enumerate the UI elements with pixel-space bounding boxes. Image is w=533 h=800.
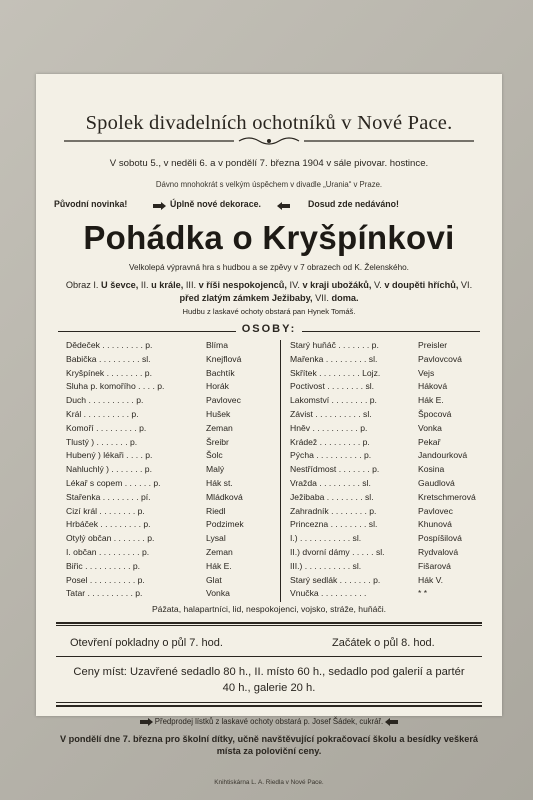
actor-name: Preisler	[418, 340, 448, 350]
cast-row	[290, 437, 490, 447]
school-discount-note: V pondělí dne 7. března pro školní dítky, učně navštěvující pokračovací školu a besídky veškerá místa za poloviční ceny.	[59, 734, 479, 757]
actor-name: Vonka	[418, 422, 442, 433]
music-credit: Hudbu z laskavé ochoty obstará pan Hynek Tomáš.	[182, 307, 356, 316]
highlight-novelty: Původní novinka!	[54, 199, 128, 209]
cast-row	[290, 533, 490, 543]
actor-name: Pavlovec	[418, 505, 453, 516]
cast-row	[66, 395, 276, 405]
actor-name: Malý	[206, 464, 225, 475]
role-name: III.) . . . . . . . . . . sl.	[290, 560, 362, 571]
cast-row	[66, 368, 276, 378]
cast-row	[66, 519, 276, 529]
role-name: Poctivost . . . . . . . . sl.	[290, 381, 375, 392]
play-title: Pohádka o Kryšpínkovi	[83, 219, 455, 256]
actor-name: Šolc	[206, 450, 223, 461]
cast-row	[66, 450, 276, 460]
role-name: Mařenka . . . . . . . . . sl.	[290, 353, 378, 364]
theatre-poster	[36, 74, 502, 786]
actor-name: Glat	[206, 574, 222, 585]
cast-row	[66, 340, 276, 350]
role-name: Vražda . . . . . . . . . sl.	[290, 478, 371, 488]
pointing-hand-icon	[385, 718, 399, 726]
role-name: Sluha p. komořího . . . . p.	[66, 381, 165, 392]
role-name: Hněv . . . . . . . . . . p.	[290, 422, 368, 433]
play-subtitle: Velkolepá výpravná hra s hudbou a se zpěvy v 7 obrazech od K. Želenského.	[129, 263, 409, 272]
actor-name: Podzimek	[206, 519, 244, 530]
role-name: Hubený ) lékaři . . . . p.	[66, 450, 153, 461]
role-name: Posel . . . . . . . . . . p.	[66, 574, 145, 585]
role-name: Tatar . . . . . . . . . . p.	[66, 588, 143, 599]
cast-row	[290, 519, 490, 529]
actor-name: * *	[418, 588, 428, 599]
actor-name: Pospíšilová	[418, 533, 462, 544]
cast-row	[66, 478, 276, 488]
role-name: Princezna . . . . . . . . sl.	[290, 519, 378, 530]
role-name: Nestřídmost . . . . . . . p.	[290, 464, 380, 475]
cast-row	[66, 437, 276, 447]
role-name: Skřítek . . . . . . . . . Lojz.	[290, 367, 381, 378]
rule	[56, 622, 482, 624]
actor-name: Háková	[418, 381, 448, 392]
cast-row	[66, 354, 276, 364]
role-name: Kryšpínek . . . . . . . . p.	[66, 367, 152, 378]
cast-row	[290, 354, 490, 364]
actor-name: Šreibr	[206, 436, 229, 447]
cast-row	[290, 381, 490, 391]
cast-heading: OSOBY:	[36, 323, 502, 335]
cast-row	[66, 561, 276, 571]
role-name: Ježibaba . . . . . . . . sl.	[290, 491, 374, 502]
cast-row	[290, 395, 490, 405]
actor-name: Khunová	[418, 519, 452, 530]
cast-row	[66, 492, 276, 502]
cast-row	[66, 381, 276, 391]
actor-name: Bachtík	[206, 367, 235, 378]
role-name: Krádež . . . . . . . . . p.	[290, 436, 370, 447]
pointing-hand-icon	[277, 200, 291, 210]
actor-name: Zeman	[206, 547, 233, 557]
actor-name: Horák	[206, 381, 229, 392]
cast-row	[66, 409, 276, 419]
actor-name: Mládková	[206, 491, 243, 502]
cast-row	[290, 368, 490, 378]
prior-success-note: Dávno mnohokrát s velkým úspěchem v divadle „Urania“ v Praze.	[155, 180, 383, 189]
role-name: Duch . . . . . . . . . . p.	[66, 395, 144, 406]
role-name: Vnučka . . . . . . . . . .	[290, 588, 367, 599]
cast-row	[66, 575, 276, 585]
role-name: Cizí král . . . . . . . . p.	[66, 505, 145, 516]
cast-row	[290, 492, 490, 502]
cast-row	[290, 506, 490, 516]
rule	[56, 625, 482, 626]
actor-name: Jandourková	[418, 450, 468, 461]
society-name: Spolek divadelních ochotníků v Nové Pace.	[85, 112, 453, 134]
role-name: I.) . . . . . . . . . . . sl.	[290, 533, 362, 544]
scene-list: Obraz I. U ševce, II. u krále, III. v říši nespokojenců, IV. v kraji ubožáků, V. v doupěti hříchů, VI. před zlatým zámkem Ježibaby, VII. doma.	[65, 280, 473, 303]
ornament-divider	[64, 135, 474, 147]
actor-name: Pavlovcová	[418, 353, 462, 364]
cast-row	[290, 561, 490, 571]
actor-name: Hák E.	[206, 560, 232, 571]
actor-name: Fišarová	[418, 560, 451, 571]
role-name: Komoří . . . . . . . . . p.	[66, 422, 147, 433]
actor-name: Riedl	[206, 505, 226, 516]
rule	[56, 705, 482, 707]
pointing-hand-icon	[139, 718, 153, 726]
highlight-premiere: Dosud zde nedáváno!	[308, 199, 399, 209]
role-name: Otylý občan . . . . . . . p.	[66, 533, 155, 544]
role-name: I. občan . . . . . . . . . p.	[66, 547, 150, 557]
role-name: Starý sedlák . . . . . . . p.	[290, 574, 381, 585]
cast-row	[290, 340, 490, 350]
cast-row	[290, 423, 490, 433]
role-name: Biřic . . . . . . . . . . p.	[66, 560, 141, 571]
role-name: Lékař s copem . . . . . . p.	[66, 478, 161, 488]
presale-note: Předprodej lístků z laskavé ochoty obstará p. Josef Šádek, cukrář.	[36, 717, 502, 726]
extras-line: Pážata, halapartníci, lid, nespokojenci, vojsko, stráže, huňáči.	[151, 604, 387, 614]
actor-name: Pavlovec	[206, 395, 241, 406]
role-name: Král . . . . . . . . . . p.	[66, 409, 139, 419]
actor-name: Zeman	[206, 422, 233, 433]
performance-dates: V sobotu 5., v neděli 6. a v pondělí 7. března 1904 v sále pivovar. hostince.	[109, 158, 429, 169]
rule	[56, 656, 482, 657]
role-name: Nahluchlý ) . . . . . . . p.	[66, 464, 152, 475]
role-name: Pýcha . . . . . . . . . . p.	[290, 450, 372, 461]
cast-divider	[280, 340, 281, 602]
actor-name: Hušek	[206, 409, 231, 419]
box-office-hours: Otevření pokladny o půl 7. hod.	[70, 637, 223, 649]
actor-name: Vejs	[418, 367, 435, 378]
actor-name: Kretschmerová	[418, 491, 476, 502]
actor-name: Kosina	[418, 464, 445, 475]
role-name: Babička . . . . . . . . . sl.	[66, 353, 151, 364]
role-name: Dědeček . . . . . . . . . p.	[66, 340, 153, 350]
actor-name: Hák E.	[418, 395, 444, 406]
highlight-decorations: Úplně nové dekorace.	[170, 199, 261, 209]
rule	[56, 702, 482, 703]
role-name: II.) dvorní dámy . . . . . sl.	[290, 547, 385, 557]
cast-row	[66, 423, 276, 433]
role-name: Stařenka . . . . . . . . pí.	[66, 491, 151, 502]
start-time: Začátek o půl 8. hod.	[332, 637, 435, 649]
actor-name: Lysal	[206, 533, 226, 544]
actor-name: Hák st.	[206, 478, 233, 488]
actor-name: Pekař	[418, 436, 441, 447]
cast-row	[290, 478, 490, 488]
role-name: Závist . . . . . . . . . . sl.	[290, 409, 372, 419]
role-name: Tlustý ) . . . . . . . p.	[66, 436, 138, 447]
actor-name: Blíma	[206, 340, 228, 350]
actor-name: Gaudlová	[418, 478, 455, 488]
printer-credit: Knihtiskárna L. A. Riedla v Nové Pace.	[214, 779, 324, 786]
role-name: Hrbáček . . . . . . . . . p.	[66, 519, 151, 530]
ticket-prices: Ceny míst: Uzavřené sedadlo 80 h., II. místo 60 h., sedadlo pod galerií a partér 40 h., galerie 20 h.	[73, 666, 465, 694]
cast-row	[290, 450, 490, 460]
cast-row	[290, 588, 490, 598]
role-name: Starý huňáč . . . . . . . p.	[290, 340, 379, 350]
cast-row	[66, 588, 276, 598]
role-name: Zahradník . . . . . . . . p.	[290, 505, 377, 516]
cast-row	[290, 547, 490, 557]
actor-name: Hák V.	[418, 574, 444, 585]
pointing-hand-icon	[152, 200, 166, 210]
actor-name: Vonka	[206, 588, 230, 599]
cast-row	[290, 575, 490, 585]
role-name: Lakomství . . . . . . . . p.	[290, 395, 377, 406]
cast-row	[290, 409, 490, 419]
actor-name: Knejflová	[206, 353, 242, 364]
cast-row	[66, 464, 276, 474]
cast-row	[66, 506, 276, 516]
cast-row	[66, 547, 276, 557]
cast-row	[290, 464, 490, 474]
actor-name: Špocová	[418, 409, 452, 419]
cast-row	[66, 533, 276, 543]
actor-name: Rydvalová	[418, 547, 459, 557]
